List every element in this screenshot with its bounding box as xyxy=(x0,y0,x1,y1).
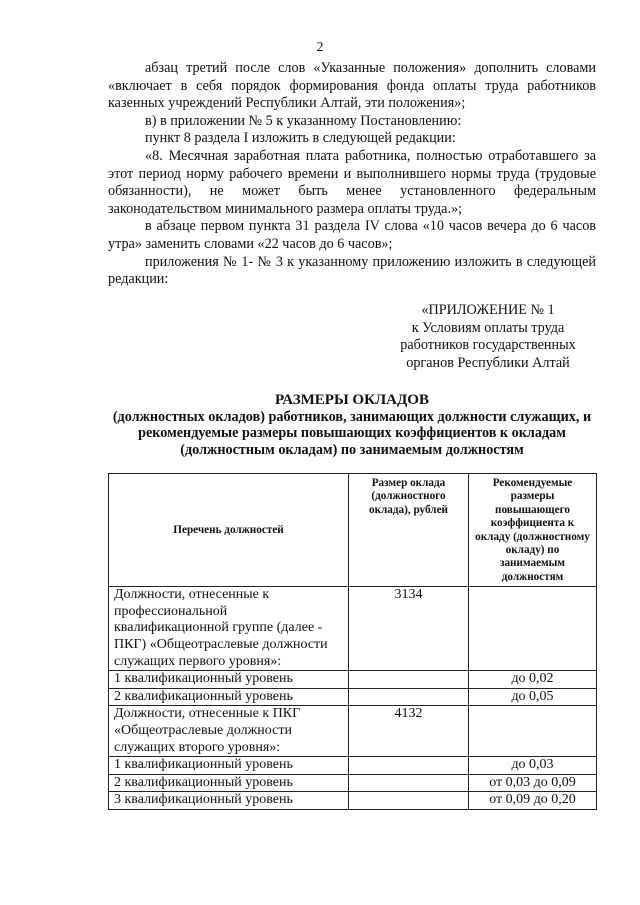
row-salary: 4132 xyxy=(349,706,469,757)
table-header-row xyxy=(109,474,597,587)
appendix-line: работников государственных xyxy=(400,337,576,354)
row-position: 2 квалификационный уровень xyxy=(109,688,349,706)
row-position: 1 квалификационный уровень xyxy=(109,671,349,689)
row-salary xyxy=(349,774,469,792)
row-position: 3 квалификационный уровень xyxy=(109,792,349,810)
row-salary xyxy=(349,757,469,775)
row-coefficient: от 0,09 до 0,20 xyxy=(469,792,597,810)
table-row xyxy=(109,706,597,757)
paragraph: в абзаце первом пункта 31 раздела IV слова «10 часов вечера до 6 часов утра» заменить словами «22 часов до 6 часов»; xyxy=(108,218,596,252)
title-main: РАЗМЕРЫ ОКЛАДОВ xyxy=(275,392,429,408)
appendix-line: к Условиям оплаты труда xyxy=(411,319,565,336)
document-title xyxy=(108,392,596,458)
body-text xyxy=(108,60,596,289)
appendix-heading xyxy=(380,302,596,372)
appendix-line: органов Республики Алтай xyxy=(406,354,570,371)
row-coefficient: до 0,05 xyxy=(469,688,597,706)
appendix-line: «ПРИЛОЖЕНИЕ № 1 xyxy=(421,302,555,318)
table-row xyxy=(109,587,597,671)
page-number: 2 xyxy=(316,40,324,55)
paragraph: в) в приложении № 5 к указанному Постановлению: xyxy=(145,112,462,129)
title-subtitle: (должностных окладов) работников, занимающих должности служащих, и рекомендуемые размеры повышающих коэффициентов к окладам (должностным окладам) по занимаемым должностям xyxy=(112,408,592,458)
salary-table xyxy=(108,473,597,810)
paragraph: пункт 8 раздела I изложить в следующей редакции: xyxy=(145,130,456,147)
row-salary xyxy=(349,688,469,706)
row-salary: 3134 xyxy=(349,587,469,671)
table-row xyxy=(109,688,597,706)
table-row xyxy=(109,757,597,775)
table-row xyxy=(109,671,597,689)
row-coefficient xyxy=(469,706,597,757)
table-row xyxy=(109,774,597,792)
header-positions: Перечень должностей xyxy=(109,474,349,587)
header-salary: Размер оклада (должностного оклада), рублей xyxy=(349,474,469,587)
paragraph: «8. Месячная заработная плата работника, полностью отработавшего за этот период норму рабочего времени и выполнившего нормы труда (трудовые обязанности), не может быть менее установленного федеральным законодательством минимального размера оплаты труда.»; xyxy=(108,147,596,217)
paragraph: приложения № 1- № 3 к указанному приложению изложить в следующей редакции: xyxy=(108,253,596,288)
table-row xyxy=(109,792,597,810)
paragraph: абзац третий после слов «Указанные положения» дополнить словами «включает в себя порядок формирования фонда оплаты труда работников казенных учреждений Республики Алтай, эти положения»; xyxy=(108,60,596,112)
row-coefficient: от 0,03 до 0,09 xyxy=(469,774,597,792)
row-position: Должности, отнесенные к профессиональной квалификационной группе (далее - ПКГ) «Общеотраслевые должности служащих первого уровня»: xyxy=(109,587,349,671)
row-position: 1 квалификационный уровень xyxy=(109,757,349,775)
row-coefficient: до 0,03 xyxy=(469,757,597,775)
row-position: 2 квалификационный уровень xyxy=(109,774,349,792)
row-coefficient xyxy=(469,587,597,671)
header-coefficient: Рекомендуемые размеры повышающего коэффициента к окладу (должностному окладу) по занимаемым должностям xyxy=(469,474,597,587)
row-coefficient: до 0,02 xyxy=(469,671,597,689)
row-salary xyxy=(349,671,469,689)
row-salary xyxy=(349,792,469,810)
row-position: Должности, отнесенные к ПКГ «Общеотраслевые должности служащих второго уровня»: xyxy=(109,706,349,757)
